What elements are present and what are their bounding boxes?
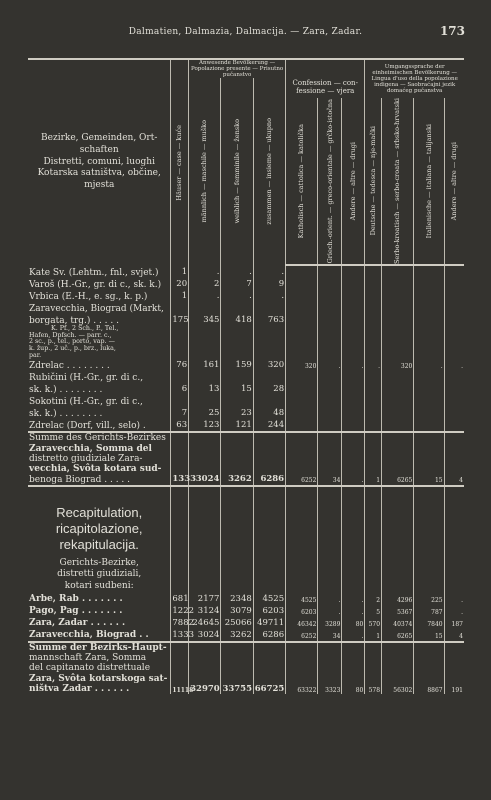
cell-serbo-croat — [382, 314, 414, 326]
cell-german — [365, 302, 382, 314]
column-head-other-language: Andere — altre — drugi — [444, 98, 464, 265]
cell-female: 2348 — [221, 593, 253, 605]
cell-serbo-croat: 320 — [382, 359, 414, 371]
cell-female: 7 — [221, 278, 253, 290]
cell-catholic — [286, 278, 318, 290]
district-sum-label: Summe des Gerichts-Bezirkes Zaravecchia, Somma del distretto giudiziale Zara- vecchia, Svôta kotara sud- benoga Biograd . . . . . — [28, 432, 171, 486]
cell-female: 159 — [221, 359, 253, 371]
cell-other-confession — [342, 265, 365, 278]
cell-female: 3262 — [221, 432, 253, 486]
cell-other-language: . — [444, 593, 464, 605]
cell-total: 763 — [253, 314, 285, 326]
cell-houses: 1 — [171, 290, 189, 302]
cell-catholic — [286, 265, 318, 278]
cell-orthodox — [318, 265, 342, 278]
cell-female: 33755 — [221, 642, 253, 695]
cell-other-language: . — [444, 359, 464, 371]
cell-serbo-croat: 56302 — [382, 642, 414, 695]
cell-orthodox — [318, 302, 342, 314]
cell-other-language — [444, 302, 464, 314]
district-name: Zaravecchia, Biograd . . — [29, 630, 149, 641]
cell-houses: 175 — [172, 315, 189, 326]
cell-other-language: 191 — [444, 642, 464, 695]
recap-title: Recapitulation, ricapitolazione, rekapitulacija. Gerichts-Bezirke, distretti giudiziali, kotari sudbeni: — [28, 486, 171, 593]
cell-german: 5 — [365, 605, 382, 617]
cell-houses: 1 — [171, 265, 189, 278]
cell-other-language: . — [444, 605, 464, 617]
captaincy-total-row — [28, 642, 464, 695]
cell-total: 9 — [253, 278, 285, 290]
cell-other-confession: 80 — [342, 617, 365, 629]
cell-male — [189, 302, 221, 314]
cell-german — [365, 290, 382, 302]
cell-serbo-croat: 40374 — [382, 617, 414, 629]
note-row — [28, 326, 464, 359]
column-head-other-confession: Andere — altre — drugi — [342, 98, 365, 265]
cell-german: 2 — [365, 593, 382, 605]
recap-heading-row — [28, 486, 464, 593]
cell-other-language — [444, 290, 464, 302]
cell-total: 6286 — [253, 432, 285, 486]
cell-male: 2 — [189, 278, 221, 290]
cell-italian: 15 — [414, 629, 444, 642]
running-header — [0, 24, 491, 44]
cell-male: 2177 — [189, 593, 221, 605]
cell-houses: 63 — [171, 419, 189, 432]
cell-orthodox: 34 — [318, 629, 342, 642]
cell-other-language — [444, 314, 464, 326]
cell-italian: 787 — [414, 605, 444, 617]
column-head-italian: Italienische — italiana — talijanski — [414, 98, 444, 265]
cell-catholic — [286, 302, 318, 314]
cell-italian — [414, 265, 444, 278]
cell-orthodox — [318, 278, 342, 290]
cell-other-language: 187 — [444, 617, 464, 629]
column-group-confession: Confession — con-fessione — vjera — [286, 78, 365, 98]
cell-serbo-croat: 6265 — [382, 432, 414, 486]
cell-male: . — [189, 265, 221, 278]
table-row — [28, 290, 464, 302]
cell-catholic: 4525 — [286, 593, 318, 605]
place-name: Rubičini (H.-Gr., gr. di c., — [29, 372, 144, 383]
cell-houses: 7882 — [172, 617, 195, 628]
table-header — [28, 59, 464, 265]
cell-other-confession: . — [342, 432, 365, 486]
cell-total: . — [253, 290, 285, 302]
cell-italian — [414, 314, 444, 326]
place-name: Zdrelac (Dorf, vill., selo) . — [29, 420, 146, 431]
institutions-note: K. Pf., 2 Sch., P., Tel., Hafen, Dpfsch. — parr. c., 2 sc., p., tel., porto, vap. — k. žup., 2 uč., p., brz., luka, par. — [29, 325, 119, 359]
cell-female: 23 — [221, 407, 253, 419]
cell-catholic: 6203 — [286, 605, 318, 617]
cell-other-confession: 80 — [342, 642, 365, 695]
cell-other-confession: . — [342, 359, 365, 371]
cell-other-confession — [342, 314, 365, 326]
table-row — [28, 395, 464, 407]
cell-total: . — [253, 265, 285, 278]
column-head-german: Deutsche — tedesca — nje-mački — [365, 98, 382, 265]
cell-catholic: 46342 — [286, 617, 318, 629]
cell-male: 3024 — [189, 432, 221, 486]
cell-female: 15 — [221, 383, 253, 395]
cell-other-confession: . — [342, 629, 365, 642]
place-name: Kate Sv. (Lehtm., fnl., svjet.) — [29, 267, 159, 278]
cell-orthodox: . — [318, 605, 342, 617]
table-row — [28, 629, 464, 642]
cell-total: 320 — [253, 359, 285, 371]
cell-serbo-croat: 6265 — [382, 629, 414, 642]
cell-german — [365, 278, 382, 290]
table-row — [28, 371, 464, 383]
cell-german: 1 — [365, 629, 382, 642]
captaincy-total-label: Summe der Bezirks-Haupt- mannschaft Zara, Somma del capitanato distrettuale Zara, Svôta kotarskoga sat- ništva Zadar . . . . . . — [28, 642, 171, 695]
cell-total: 48 — [253, 407, 285, 419]
place-name: sk. k.) . . . . . . . . — [29, 408, 103, 419]
place-name: Varoš (H.-Gr., gr. di c., sk. k.) — [29, 279, 162, 290]
table-row — [28, 593, 464, 605]
cell-catholic: 320 — [286, 359, 318, 371]
cell-italian — [414, 302, 444, 314]
cell-other-confession — [342, 302, 365, 314]
cell-houses: 1333 — [172, 629, 195, 640]
cell-total: 4525 — [253, 593, 285, 605]
cell-male: 3024 — [189, 629, 221, 642]
column-head-total: zusammen — insieme — ukupno — [253, 78, 285, 265]
running-title: Dalmatien, Dalmazia, Dalmacija. — Zara, Zadar. — [128, 27, 363, 37]
column-head-district: Bezirke, Gemeinden, Ort-schaften Distretti, comuni, luoghi Kotarska satništva, občine, mjesta — [28, 59, 171, 265]
cell-german: . — [365, 359, 382, 371]
cell-serbo-croat — [382, 278, 414, 290]
table-row — [28, 278, 464, 290]
cell-orthodox: 3289 — [318, 617, 342, 629]
page-number: 173 — [439, 24, 465, 38]
cell-german — [365, 314, 382, 326]
cell-female: . — [221, 265, 253, 278]
cell-other-confession: . — [342, 593, 365, 605]
column-group-language: Umgangssprache der einheimischen Bevölkerung — Lingua d'uso della popolazione indigena — Saobraćajni jezik domaćeg pučanstva — [365, 59, 464, 98]
district-name: Pago, Pag . . . . . . . — [29, 606, 123, 617]
cell-male: . — [189, 290, 221, 302]
cell-total: 244 — [253, 419, 285, 432]
cell-female: 121 — [221, 419, 253, 432]
cell-italian: 7840 — [414, 617, 444, 629]
cell-serbo-croat: 4296 — [382, 593, 414, 605]
statistics-table — [28, 58, 464, 694]
cell-catholic — [286, 314, 318, 326]
cell-houses: 7 — [171, 407, 189, 419]
cell-houses: 1333 — [171, 432, 189, 486]
cell-serbo-croat: 5367 — [382, 605, 414, 617]
cell-serbo-croat — [382, 302, 414, 314]
cell-male: 161 — [189, 359, 221, 371]
column-head-orthodox: Griech.-orient. — greco-orientale — grčko-istočna — [318, 98, 342, 265]
table-row — [28, 605, 464, 617]
cell-serbo-croat — [382, 265, 414, 278]
cell-german — [365, 265, 382, 278]
cell-other-confession — [342, 278, 365, 290]
cell-houses: 20 — [171, 278, 189, 290]
table-row — [28, 617, 464, 629]
cell-total: 66725 — [253, 642, 285, 695]
cell-female: 3262 — [221, 629, 253, 642]
district-sum-row — [28, 432, 464, 486]
district-name: Arbe, Rab . . . . . . . — [29, 594, 123, 605]
table-row — [28, 302, 464, 314]
cell-houses: 6 — [171, 383, 189, 395]
cell-orthodox: . — [318, 593, 342, 605]
cell-male: 345 — [189, 314, 221, 326]
cell-orthodox: 34 — [318, 432, 342, 486]
cell-houses: 681 — [172, 593, 189, 604]
cell-orthodox — [318, 314, 342, 326]
table-row — [28, 383, 464, 395]
table-row — [28, 419, 464, 432]
column-group-present-population: Anwesende Bevölkerung — Popolazione presente — Prisutno pučanstvo — [189, 59, 286, 78]
column-head-female: weiblich — femminile — žensko — [221, 78, 253, 265]
cell-houses: 11118 — [171, 642, 189, 695]
cell-italian: 15 — [414, 432, 444, 486]
cell-italian — [414, 278, 444, 290]
cell-italian — [414, 290, 444, 302]
cell-italian: 8867 — [414, 642, 444, 695]
cell-male: 32970 — [189, 642, 221, 695]
place-name: borgata, trg.) . . . . . — [29, 315, 119, 326]
cell-orthodox: 3323 — [318, 642, 342, 695]
cell-italian: 225 — [414, 593, 444, 605]
cell-other-confession — [342, 290, 365, 302]
cell-male: 25 — [189, 407, 221, 419]
place-name: Zdrelac . . . . . . . . — [29, 360, 110, 371]
place-name: Zaravecchia, Biograd (Markt, — [29, 303, 164, 314]
cell-german: 1 — [365, 432, 382, 486]
place-name: sk. k.) . . . . . . . . — [29, 384, 103, 395]
column-head-catholic: Katholisch — cattolica — katolička — [286, 98, 318, 265]
cell-orthodox — [318, 290, 342, 302]
cell-houses — [171, 302, 189, 314]
table-row — [28, 407, 464, 419]
cell-catholic: 6252 — [286, 432, 318, 486]
cell-german: 570 — [365, 617, 382, 629]
cell-total: 49711 — [253, 617, 285, 629]
cell-female: 3079 — [221, 605, 253, 617]
cell-serbo-croat — [382, 290, 414, 302]
cell-male: 3124 — [189, 605, 221, 617]
table-row — [28, 359, 464, 371]
cell-total — [253, 302, 285, 314]
cell-german: 578 — [365, 642, 382, 695]
cell-other-language: 4 — [444, 629, 464, 642]
cell-total: 6286 — [253, 629, 285, 642]
cell-catholic — [286, 290, 318, 302]
cell-male: 13 — [189, 383, 221, 395]
cell-male: 123 — [189, 419, 221, 432]
cell-other-language — [444, 278, 464, 290]
cell-other-language — [444, 265, 464, 278]
column-head-serbo-croat: Serbo-kroatisch — serbo-croata — srbsko-hrvatski — [382, 98, 414, 265]
place-name: Sokotini (H.-Gr., gr. di c., — [29, 396, 143, 407]
cell-total: 6203 — [253, 605, 285, 617]
cell-catholic: 63322 — [286, 642, 318, 695]
column-group-confession-spacer — [286, 59, 365, 78]
cell-total: 28 — [253, 383, 285, 395]
cell-catholic: 6252 — [286, 629, 318, 642]
column-head-houses: Häuser — case — kuće — [171, 59, 189, 265]
cell-female — [221, 302, 253, 314]
cell-female: . — [221, 290, 253, 302]
table-body — [28, 265, 464, 694]
cell-other-confession: . — [342, 605, 365, 617]
table-row — [28, 265, 464, 278]
cell-male: 24645 — [189, 617, 221, 629]
cell-other-language: 4 — [444, 432, 464, 486]
cell-houses: 76 — [171, 359, 189, 371]
cell-orthodox: . — [318, 359, 342, 371]
cell-italian: . — [414, 359, 444, 371]
place-name: Vrbica (E.-H., e. sg., k. p.) — [29, 291, 148, 302]
column-head-male: männlich — maschile — muško — [189, 78, 221, 265]
cell-female: 25066 — [221, 617, 253, 629]
cell-houses: 1222 — [172, 605, 195, 616]
district-name: Zara, Zadar . . . . . . — [29, 618, 126, 629]
cell-female: 418 — [221, 314, 253, 326]
